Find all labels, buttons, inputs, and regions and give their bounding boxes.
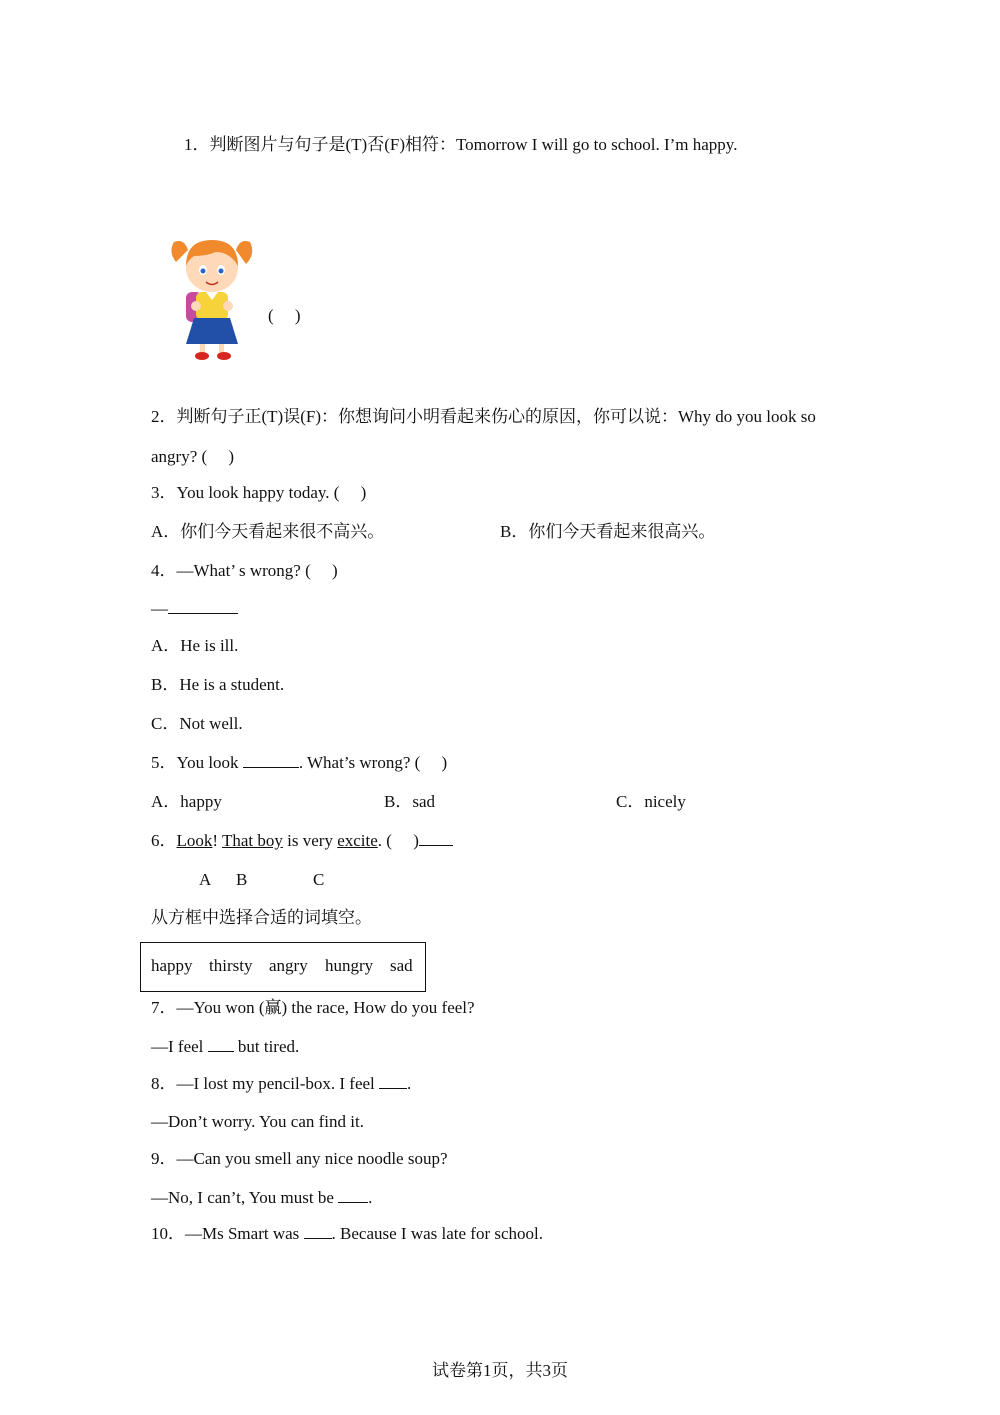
blank (419, 830, 453, 846)
question-4 (151, 560, 338, 582)
question-3 (151, 482, 366, 504)
option-c: C．Not well. (151, 714, 243, 733)
question-10: 10．—Ms Smart was . Because I was late for school. (151, 1224, 544, 1243)
question-text: 判断句子正(T)误(F)：你想询问小明看起来伤心的原因，你可以说：Why do you look so (176, 407, 816, 426)
blank (168, 598, 238, 614)
question-number: 4． (151, 561, 177, 580)
section-instruction: 从方框中选择合适的词填空。 (151, 908, 372, 927)
question-number: 10． (151, 1224, 185, 1243)
question-number: 5． (151, 753, 177, 772)
blank (338, 1187, 368, 1203)
question-number: 3． (151, 483, 177, 502)
option-b: B．sad (384, 792, 435, 811)
option-b: B．He is a student. (151, 675, 285, 694)
label-b: B (236, 870, 248, 889)
question-7-answer: —I feel but tired. (151, 1037, 300, 1056)
answer-parentheses: ( ) (268, 306, 301, 325)
question-9-answer: —No, I can’t, You must be . (151, 1188, 373, 1207)
word-bank-item: thirsty (209, 956, 253, 975)
question-1 (184, 134, 737, 156)
option-a: A．你们今天看起来很不高兴。 (151, 522, 385, 541)
question-5: 5．You look . What’s wrong? ( ) (151, 753, 448, 772)
question-2-continued: angry? ( ) (151, 447, 235, 466)
underlined-word-c: excite (337, 831, 378, 850)
question-8: 8．—I lost my pencil-box. I feel . (151, 1074, 412, 1093)
question-9: 9．—Can you smell any nice noodle soup? (151, 1149, 448, 1168)
option-a: A．happy (151, 792, 222, 811)
word-bank-item: angry (269, 956, 308, 975)
question-number: 9． (151, 1149, 177, 1168)
question-number: 8． (151, 1074, 177, 1093)
question-text: 判断图片与句子是(T)否(F)相符：Tomorrow I will go to school. I’m happy. (209, 135, 738, 154)
word-bank-box (140, 942, 426, 992)
blank (304, 1223, 332, 1239)
question-7: 7．—You won (赢) the race, How do you feel? (151, 998, 475, 1017)
option-c: C．nicely (616, 792, 686, 811)
question-2 (151, 406, 816, 428)
blank (208, 1036, 234, 1052)
page-footer: 试卷第1页，共3页 (432, 1361, 568, 1380)
label-c: C (313, 870, 325, 889)
girl-with-backpack-illustration (166, 234, 256, 364)
label-a: A (199, 870, 212, 889)
word-bank-item: hungry (325, 956, 374, 975)
question-8-reply: —Don’t worry. You can find it. (151, 1112, 364, 1131)
question-number: 2． (151, 407, 177, 426)
underlined-word-a: Look (176, 831, 213, 850)
option-b: B．你们今天看起来很高兴。 (500, 522, 716, 541)
question-text: You look happy today. ( ) (176, 483, 367, 502)
option-a: A．He is ill. (151, 636, 239, 655)
word-bank-item: sad (390, 956, 413, 975)
word-bank-item: happy (151, 956, 193, 975)
underlined-word-b: That boy (222, 831, 283, 850)
question-number: 7． (151, 998, 177, 1017)
answer-blank-line: — (151, 598, 238, 620)
blank (243, 752, 299, 768)
question-text: —What’ s wrong? ( ) (176, 561, 338, 580)
question-6: 6．Look! That boy is very excite. ( ) (151, 830, 453, 852)
question-number: 1． (184, 135, 210, 154)
question-number: 6． (151, 831, 177, 850)
blank (379, 1073, 407, 1089)
